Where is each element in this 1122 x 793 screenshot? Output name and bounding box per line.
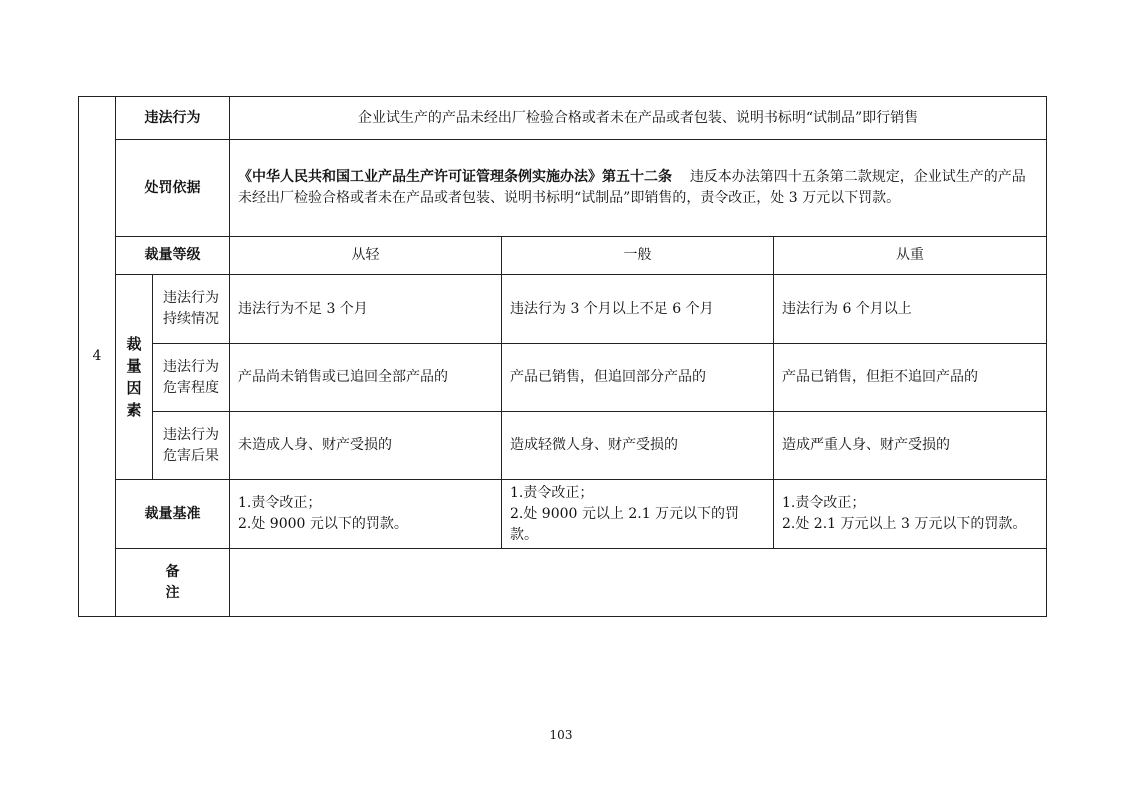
standard-label: 裁量基准 [116,480,230,549]
basis-row [79,140,1047,237]
grade-normal: 一般 [502,237,774,275]
factor-value-heavy: 产品已销售，但拒不追回产品的 [774,344,1047,412]
standard-light [230,480,502,549]
factors-label: 裁量因素 [126,334,142,419]
basis-body: 违反本办法第四十五条第二款规定，企业试生产的产品未经出厂检验合格或者未在产品或者包装、说明书标明“试制品”即销售的，责令改正，处 3 万元以下罚款。 [238,169,1026,206]
factor-name: 违法行为危害程度 [163,358,219,396]
factor-value-heavy: 造成严重人身、财产受损的 [774,412,1047,480]
factor-value-normal: 违法行为 3 个月以上不足 6 个月 [502,275,774,344]
standard-line: 2.处 9000 元以上 2.1 万元以下的罚款。 [510,505,740,543]
remark-row [79,549,1047,617]
factor-row [79,412,1047,480]
factor-value-heavy: 违法行为 6 个月以上 [774,275,1047,344]
standard-row [79,480,1047,549]
factor-name: 违法行为持续情况 [163,290,219,327]
factor-value-normal: 造成轻微人身、财产受损的 [502,412,774,480]
standard-line: 2.处 9000 元以下的罚款。 [238,516,408,532]
factor-name-cell [153,275,230,344]
item-number: 4 [79,97,116,617]
basis-label: 处罚依据 [116,140,230,237]
factor-value-normal: 产品已销售，但追回部分产品的 [502,344,774,412]
grade-row [79,237,1047,275]
penalty-standard-table [78,96,1047,617]
factors-label-cell [116,275,153,480]
standard-normal [502,480,774,549]
violation-label: 违法行为 [116,97,230,140]
factor-row [79,275,1047,344]
remark-label: 备注 [116,549,230,617]
standard-line: 1.责令改正； [782,495,866,511]
basis-title: 《中华人民共和国工业产品生产许可证管理条例实施办法》第五十二条 [238,169,672,185]
factor-row [79,344,1047,412]
penalty-standard-sheet [78,96,1046,618]
grade-light: 从轻 [230,237,502,275]
page-number: 103 [549,728,573,742]
standard-line: 2.处 2.1 万元以上 3 万元以下的罚款。 [782,516,1027,532]
standard-line: 1.责令改正； [238,495,322,511]
standard-line: 1.责令改正； [510,484,594,501]
grade-heavy: 从重 [774,237,1047,275]
factor-name: 违法行为危害后果 [163,426,219,464]
factor-name-cell [153,344,230,412]
remark-text [230,549,1047,617]
violation-row [79,97,1047,140]
factor-value-light: 产品尚未销售或已追回全部产品的 [230,344,502,412]
factor-value-light: 违法行为不足 3 个月 [230,275,502,344]
grade-label: 裁量等级 [116,237,230,275]
violation-text: 企业试生产的产品未经出厂检验合格或者未在产品或者包装、说明书标明“试制品”即行销售 [230,97,1047,140]
standard-heavy [774,480,1047,549]
basis-cell [230,140,1047,237]
factor-value-light: 未造成人身、财产受损的 [230,412,502,480]
factor-name-cell [153,412,230,480]
